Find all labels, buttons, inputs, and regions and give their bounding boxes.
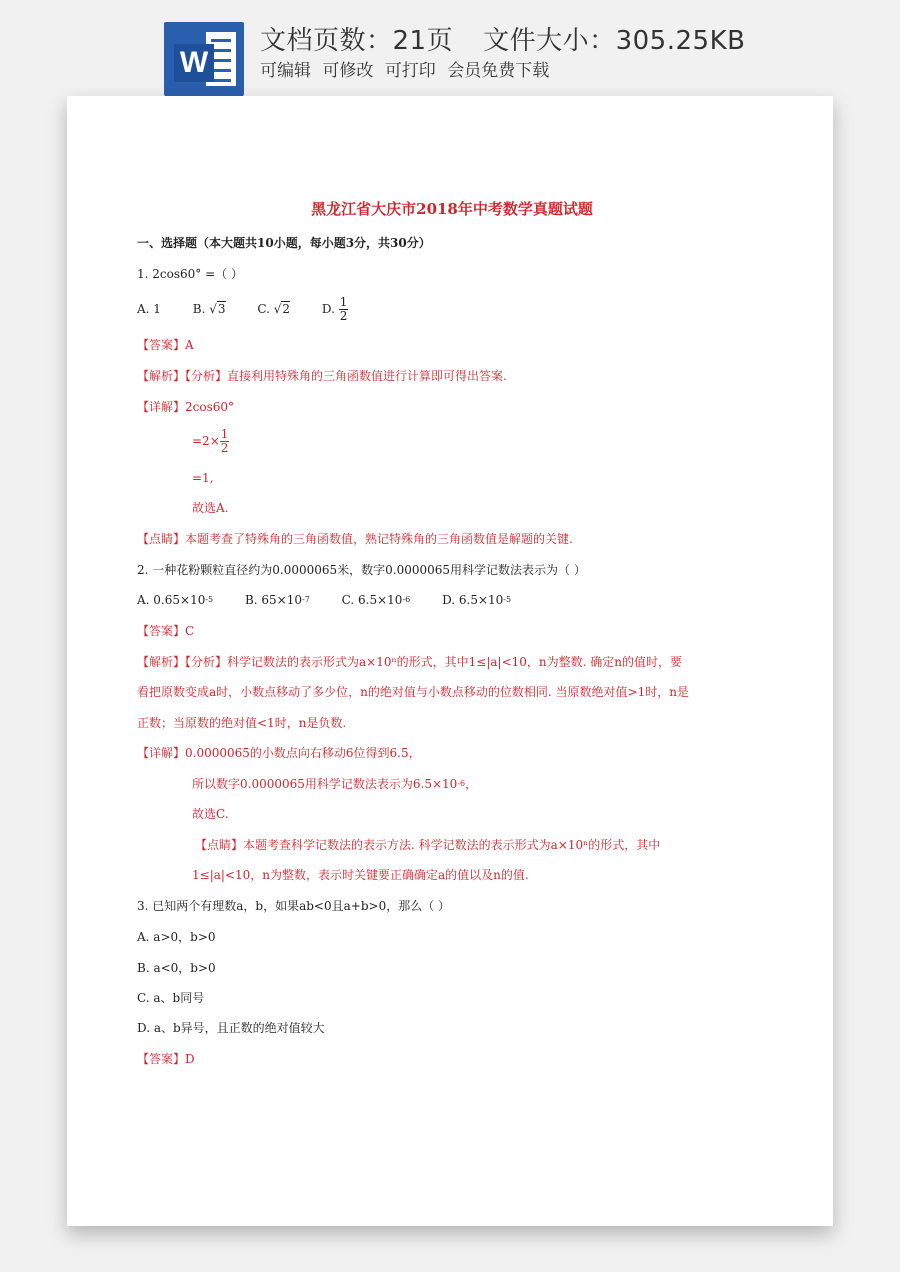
q1-answer: 【答案】A	[137, 338, 194, 352]
q1-comment: 【点睛】本题考查了特殊角的三角函数值，熟记特殊角的三角函数值是解题的关键.	[137, 532, 573, 546]
q2-comment-line2: 1≤|a|<10，n为整数，表示时关键要正确确定a的值以及n的值.	[192, 868, 529, 882]
q2-stem: 2. 一种花粉颗粒直径约为0.0000065米，数字0.0000065用科学记数法表示为（ ）	[137, 563, 586, 577]
q3-answer: 【答案】D	[137, 1052, 195, 1066]
q1-step1: =2× $\frac{1}{2}$	[192, 427, 229, 455]
file-size: 文件大小：305.25KB	[483, 26, 746, 56]
q1-stem: 1. 2cos60° =（ ）	[137, 267, 243, 281]
q2-options	[137, 592, 539, 608]
q1-option-c: C. √2	[257, 302, 291, 316]
feature-modifiable: 可修改	[322, 61, 374, 81]
q3-stem: 3. 已知两个有理数a，b，如果ab<0且a+b>0，那么（ ）	[137, 899, 451, 913]
q3-option-c: C. a、b同号	[137, 991, 205, 1005]
q1-conclusion: 故选A.	[192, 501, 229, 515]
feature-editable: 可编辑	[260, 61, 311, 81]
q2-option-d: D. $6.5\times 10^{-5}$	[442, 593, 512, 607]
q2-option-b: B. $65\times 10^{-7}$	[244, 593, 310, 607]
word-letter: W	[174, 44, 214, 82]
q2-comment-line1: 【点睛】本题考查科学记数法的表示方法. 科学记数法的表示形式为a×10ⁿ的形式，其中	[195, 838, 661, 852]
document-title: 黑龙江省大庆市2018年中考数学真题试题	[311, 200, 593, 218]
feature-free-download: 会员免费下载	[447, 61, 550, 81]
q2-analysis-line2: 看把原数变成a时，小数点移动了多少位，n的绝对值与小数点移动的位数相同. 当原数绝对值>1时，n是	[137, 685, 689, 699]
header-features	[260, 56, 555, 81]
pages-count: 文档页数：21页	[260, 26, 454, 56]
q3-option-a: A. a>0，b>0	[137, 930, 216, 944]
q2-analysis-line3: 正数；当原数的绝对值<1时，n是负数.	[137, 716, 347, 730]
q1-analysis: 【解析】【分析】直接利用特殊角的三角函数值进行计算即可得出答案.	[137, 369, 507, 383]
q1-step2: =1,	[192, 471, 214, 485]
feature-printable: 可打印	[384, 61, 436, 81]
q2-answer: 【答案】C	[137, 624, 195, 638]
q2-option-c: C. $6.5\times 10^{-6}$	[341, 593, 411, 607]
header-title	[260, 20, 745, 57]
q2-detail-line2: 所以数字0.0000065用科学记数法表示为$6.5\times 10^{-6}$，	[192, 777, 478, 791]
q3-option-b: B. a<0，b>0	[137, 961, 216, 975]
q1-option-b: B. √3	[192, 302, 226, 316]
q2-detail: 【详解】0.0000065的小数点向右移动6位得到6.5，	[137, 746, 421, 760]
document-page[interactable]	[67, 96, 833, 1226]
q1-detail: 【详解】2cos60°	[137, 400, 235, 414]
q2-conclusion: 故选C.	[192, 807, 229, 821]
q1-option-d: D. $\frac{1}{2}$	[321, 295, 348, 323]
q2-analysis-line1: 【解析】【分析】科学记数法的表示形式为a×10ⁿ的形式，其中1≤|a|<10，n为整数. 确定n的值时，要	[137, 655, 683, 669]
q2-option-a: A. $0.65\times 10^{-5}$	[137, 593, 214, 607]
q3-option-d: D. a、b异号，且正数的绝对值较大	[137, 1021, 325, 1035]
q1-options	[137, 294, 376, 324]
q1-option-a: A. 1	[137, 302, 161, 316]
word-icon	[164, 22, 244, 96]
section-heading: 一、选择题（本大题共10小题，每小题3分，共30分）	[137, 236, 431, 250]
